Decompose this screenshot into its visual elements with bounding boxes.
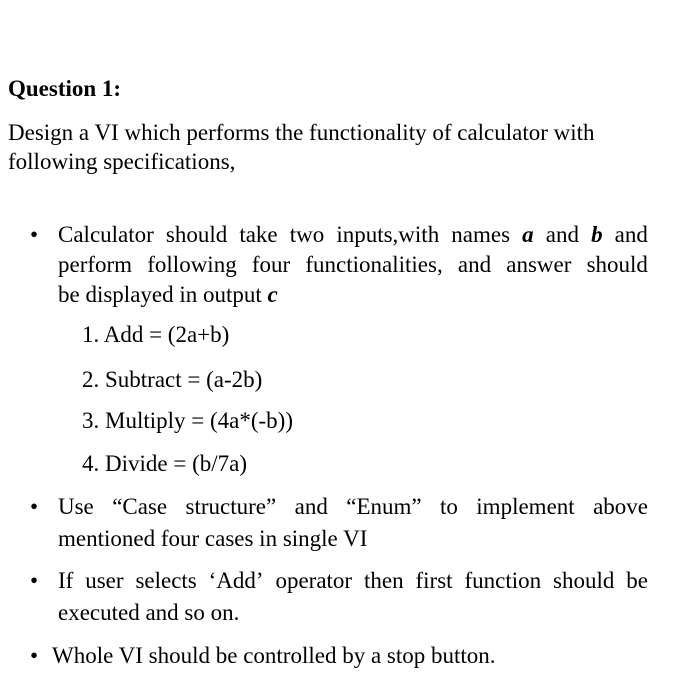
operation-add: 1. Add = (2a+b) — [82, 322, 230, 347]
intro-line-2: following specifications, — [8, 149, 236, 174]
bullet1-line-1: Calculator should take two inputs,with names a and b and — [58, 220, 648, 250]
bullet2-line-1: Use “Case structure” and “Enum” to implement above — [58, 494, 648, 519]
variable-c: c — [267, 282, 278, 307]
bullet1-line-2: perform following four functionalities, and answer should — [58, 252, 648, 277]
bullet3-line-2: executed and so on. — [58, 600, 240, 625]
bullet1-line-3: be displayed in output c — [58, 282, 278, 307]
operation-multiply: 3. Multiply = (4a*(-b)) — [82, 408, 293, 433]
bullet-text — [52, 641, 642, 671]
bullet-icon: • — [30, 643, 39, 668]
variable-a: a — [522, 222, 534, 247]
variable-b: b — [591, 222, 603, 247]
bullet-icon: • — [30, 494, 39, 519]
operation-subtract: 2. Subtract = (a-2b) — [82, 367, 263, 392]
bullet-text — [58, 492, 648, 554]
operation-divide: 4. Divide = (b/7a) — [82, 451, 247, 476]
question-title: Question 1: — [8, 76, 122, 101]
bullet-icon: • — [30, 222, 39, 247]
intro-line-1: Design a VI which performs the functionality of calculator with — [8, 120, 595, 145]
bullet3-line-1: If user selects ‘Add’ operator then first function should be — [58, 568, 648, 593]
bullet-text — [58, 566, 648, 628]
intro-paragraph — [8, 118, 658, 176]
bullet4-line-1: Whole VI should be controlled by a stop button. — [52, 643, 496, 668]
bullet-text — [58, 220, 648, 310]
bullet-icon: • — [30, 568, 39, 593]
bullet2-line-2: mentioned four cases in single VI — [58, 526, 368, 551]
